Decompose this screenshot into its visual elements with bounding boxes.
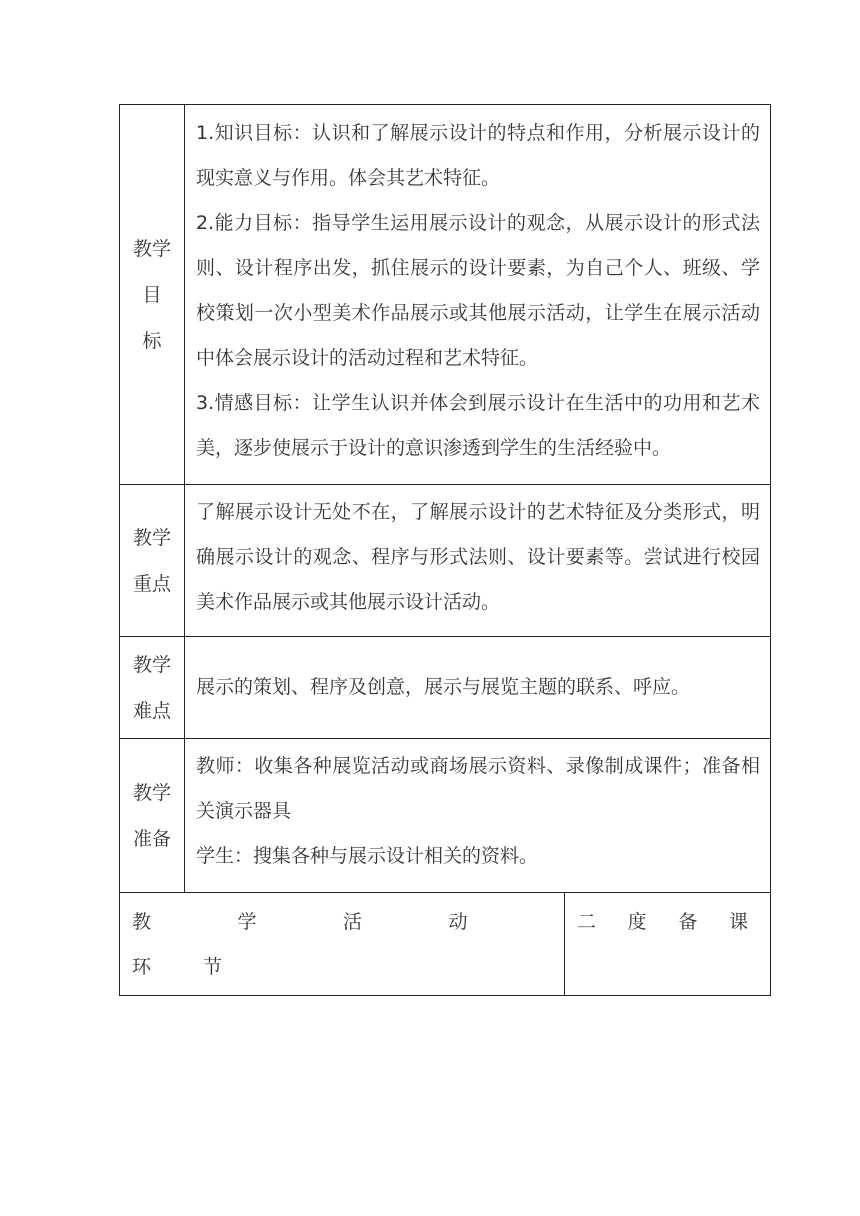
key-points-text: 了解展示设计无处不在，了解展示设计的艺术特征及分类形式，明确展示设计的观念、程序与形式法则、设计要素等。尝试进行校园美术作品展示或其他展示设计活动。: [196, 501, 760, 613]
difficulties-label: [120, 637, 185, 739]
teacher-preparation: 教师：收集各种展览活动或商场展示资料、录像制成课件；准备相关演示器具: [196, 755, 760, 822]
header-char: 节: [202, 956, 222, 978]
header-char: 活: [343, 911, 363, 933]
activity-header-cell: [120, 893, 771, 996]
activity-header-line-1: [132, 900, 554, 945]
header-char: 教: [132, 911, 152, 933]
header-char: 二: [577, 911, 597, 933]
lesson-plan-table: [119, 104, 771, 996]
header-char: 度: [627, 911, 647, 933]
teaching-activity-section-header: [120, 893, 565, 995]
key-points-label: [120, 485, 185, 637]
label-line: 教学: [132, 526, 171, 549]
activity-header-row: [120, 893, 771, 996]
header-char: 动: [448, 911, 468, 933]
label-line: 重点: [132, 572, 171, 595]
preparation-content: [185, 739, 771, 893]
header-char: 备: [678, 911, 698, 933]
secondary-lesson-prep-header: [565, 893, 770, 995]
preparation-row: [120, 739, 771, 893]
label-line: 教学: [132, 653, 171, 676]
knowledge-goal: 1.知识目标：认识和了解展示设计的特点和作用，分析展示设计的现实意义与作用。体会其艺术特征。: [196, 122, 760, 189]
label-line: 目: [142, 283, 162, 306]
teaching-goals-content: [185, 105, 771, 485]
difficulties-row: [120, 637, 771, 739]
preparation-label: [120, 739, 185, 893]
secondary-prep-line: [577, 900, 748, 945]
key-points-row: [120, 485, 771, 637]
label-line: 标: [142, 329, 162, 352]
label-line: 难点: [132, 699, 171, 722]
label-line: 教学: [132, 237, 171, 260]
student-preparation: 学生：搜集各种与展示设计相关的资料。: [196, 845, 539, 867]
ability-goal: 2.能力目标：指导学生运用展示设计的观念，从展示设计的形式法则、设计程序出发，抓住展示的设计要素，为自己个人、班级、学校策划一次小型美术作品展示或其他展示活动，让学生在展示活动中体会展示设计的活动过程和艺术特征。: [196, 212, 760, 369]
label-line: 教学: [132, 781, 171, 804]
emotion-goal: 3.情感目标：让学生认识并体会到展示设计在生活中的功用和艺术美，逐步使展示于设计的意识渗透到学生的生活经验中。: [196, 392, 760, 459]
teaching-goals-label: [120, 105, 185, 485]
label-line: 准备: [132, 827, 171, 850]
header-char: 学: [237, 911, 257, 933]
header-char: 环: [132, 956, 152, 978]
key-points-content: [185, 485, 771, 637]
difficulties-content: [185, 637, 771, 739]
teaching-goals-row: [120, 105, 771, 485]
activity-header-line-2: [132, 945, 222, 990]
header-char: 课: [728, 911, 748, 933]
difficulties-text: 展示的策划、程序及创意，展示与展览主题的联系、呼应。: [196, 676, 691, 698]
